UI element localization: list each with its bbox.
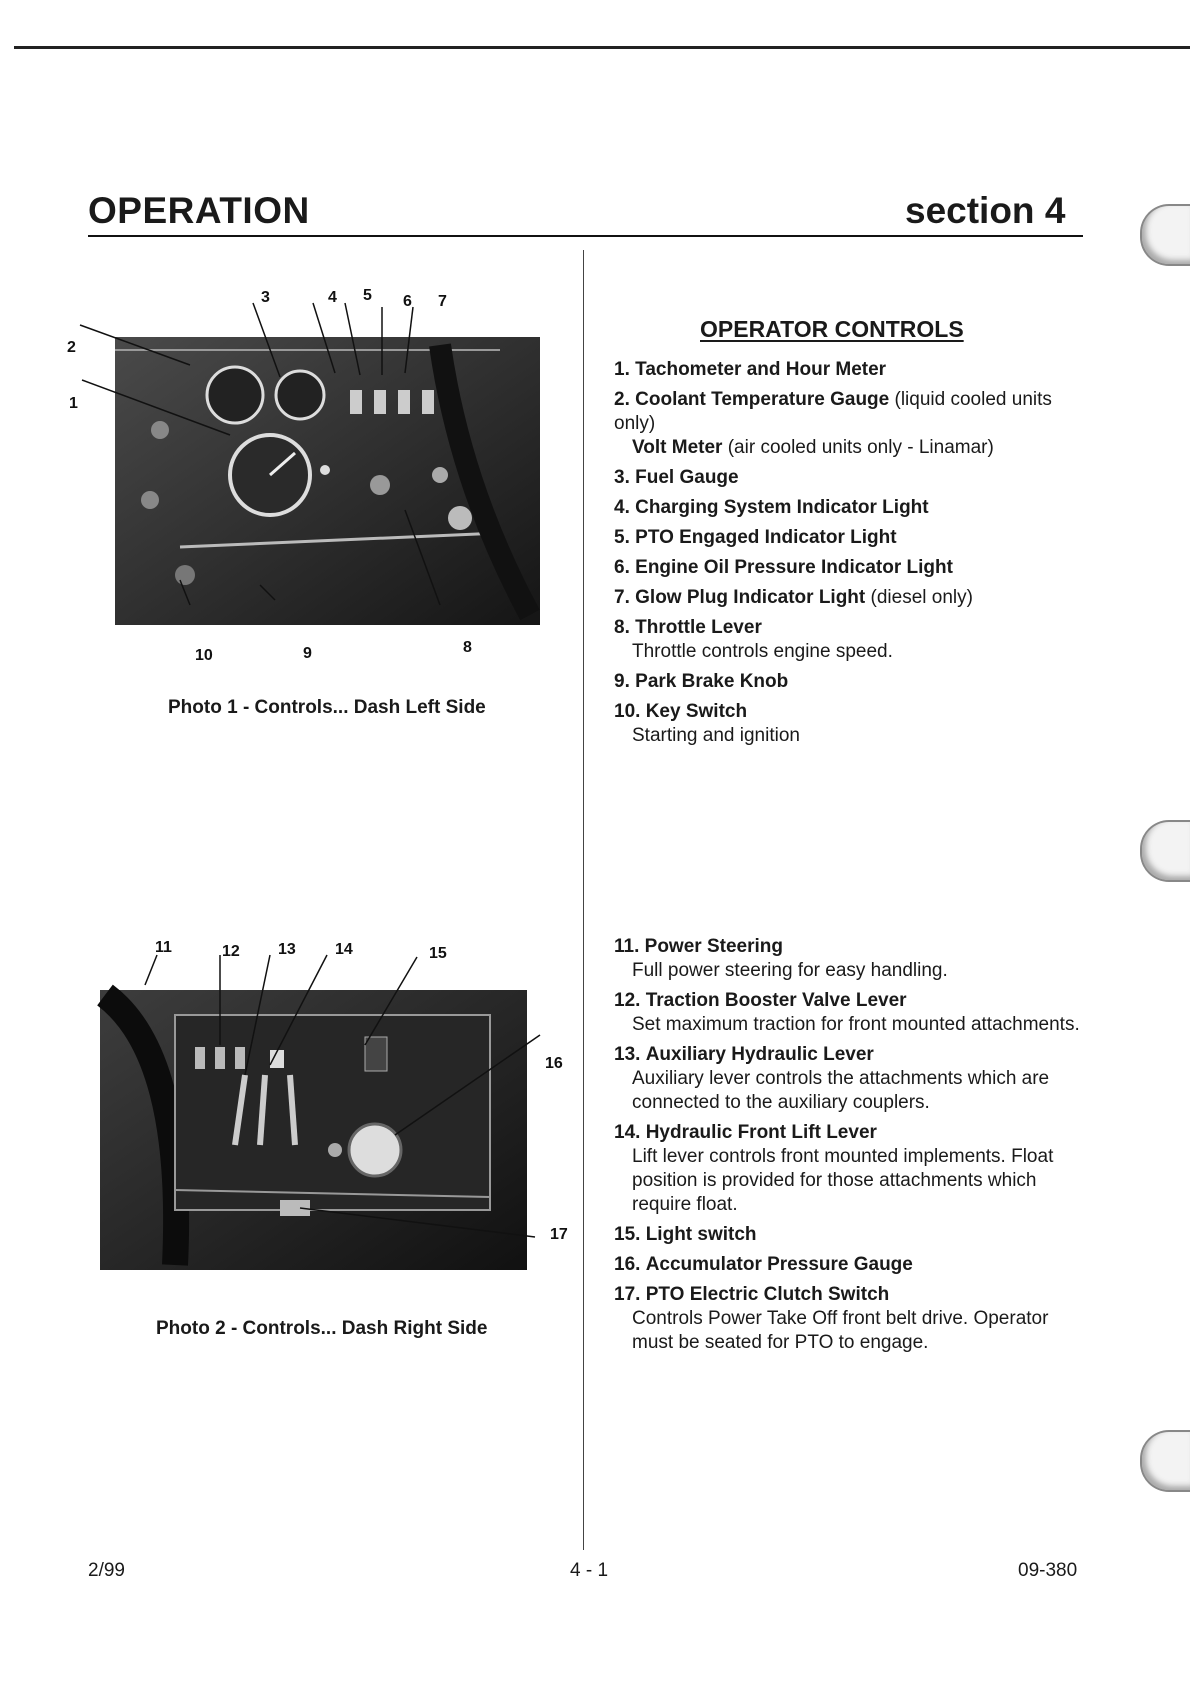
callout-17: 17 bbox=[550, 1226, 568, 1243]
callout-9: 9 bbox=[303, 645, 312, 662]
controls-list-11-17 bbox=[614, 935, 1084, 1361]
list-item: 10. Key Switch Starting and ignition bbox=[614, 701, 800, 746]
callout-5: 5 bbox=[363, 287, 372, 304]
column-divider bbox=[583, 250, 584, 1550]
controls-list-1-10 bbox=[614, 358, 1084, 754]
callout-6: 6 bbox=[403, 293, 412, 310]
list-item: 3. Fuel Gauge bbox=[614, 467, 739, 488]
list-item: 9. Park Brake Knob bbox=[614, 671, 789, 692]
callout-16: 16 bbox=[545, 1055, 563, 1072]
photo-1-image bbox=[60, 285, 560, 670]
list-item: 1. Tachometer and Hour Meter bbox=[614, 359, 887, 380]
photo-1-caption: Photo 1 - Controls... Dash Left Side bbox=[168, 697, 486, 718]
callout-3: 3 bbox=[261, 289, 270, 306]
photo-2-dash-right bbox=[95, 935, 585, 1275]
binder-hole-icon bbox=[1140, 820, 1190, 882]
binder-hole-icon bbox=[1140, 1430, 1190, 1492]
binder-hole-icon bbox=[1140, 204, 1190, 266]
photo-2-caption: Photo 2 - Controls... Dash Right Side bbox=[156, 1318, 488, 1339]
callout-12: 12 bbox=[222, 943, 240, 960]
footer-page-number: 4 - 1 bbox=[570, 1560, 609, 1581]
list-item: 8. Throttle Lever Throttle controls engine speed. bbox=[614, 617, 893, 662]
list-item: 5. PTO Engaged Indicator Light bbox=[614, 527, 897, 548]
footer-doc-number: 09-380 bbox=[1018, 1560, 1078, 1581]
list-item: 17. PTO Electric Clutch Switch Controls Power Take Off front belt drive. Operator must be seated for PTO to engage. bbox=[614, 1284, 1049, 1353]
callout-10: 10 bbox=[195, 647, 213, 664]
list-item: 12. Traction Booster Valve Lever Set maximum traction for front mounted attachments. bbox=[614, 990, 1080, 1035]
list-item: 16. Accumulator Pressure Gauge bbox=[614, 1254, 913, 1275]
callout-15: 15 bbox=[429, 945, 447, 962]
callout-1: 1 bbox=[69, 395, 78, 412]
list-item: 14. Hydraulic Front Lift Lever Lift lever controls front mounted implements. Float position is provided for those attachments which require float. bbox=[614, 1122, 1054, 1215]
header-rule bbox=[88, 235, 1083, 237]
callout-7: 7 bbox=[438, 293, 447, 310]
callout-2: 2 bbox=[67, 339, 76, 356]
list-item: 11. Power Steering Full power steering for easy handling. bbox=[614, 936, 948, 981]
photo-1-dash-left bbox=[60, 285, 560, 670]
list-item: 6. Engine Oil Pressure Indicator Light bbox=[614, 557, 953, 578]
photo-2-image bbox=[95, 935, 585, 1275]
callout-13: 13 bbox=[278, 941, 296, 958]
footer-date: 2/99 bbox=[88, 1560, 125, 1581]
list-item: 15. Light switch bbox=[614, 1224, 757, 1245]
list-item: 13. Auxiliary Hydraulic Lever Auxiliary lever controls the attachments which are connected to the auxiliary couplers. bbox=[614, 1044, 1050, 1113]
operator-controls-title: OPERATOR CONTROLS bbox=[700, 316, 964, 342]
callout-8: 8 bbox=[463, 639, 472, 656]
callout-4: 4 bbox=[328, 289, 337, 306]
callout-14: 14 bbox=[335, 941, 353, 958]
list-item: 2. Coolant Temperature Gauge (liquid cooled units only) Volt Meter (air cooled units only - Linamar) bbox=[614, 389, 1052, 458]
list-item: 4. Charging System Indicator Light bbox=[614, 497, 929, 518]
list-item: 7. Glow Plug Indicator Light (diesel only) bbox=[614, 587, 973, 608]
top-rule bbox=[14, 46, 1190, 49]
section-number: section 4 bbox=[905, 190, 1066, 231]
callout-11: 11 bbox=[155, 939, 172, 956]
section-heading: OPERATION bbox=[88, 190, 310, 231]
